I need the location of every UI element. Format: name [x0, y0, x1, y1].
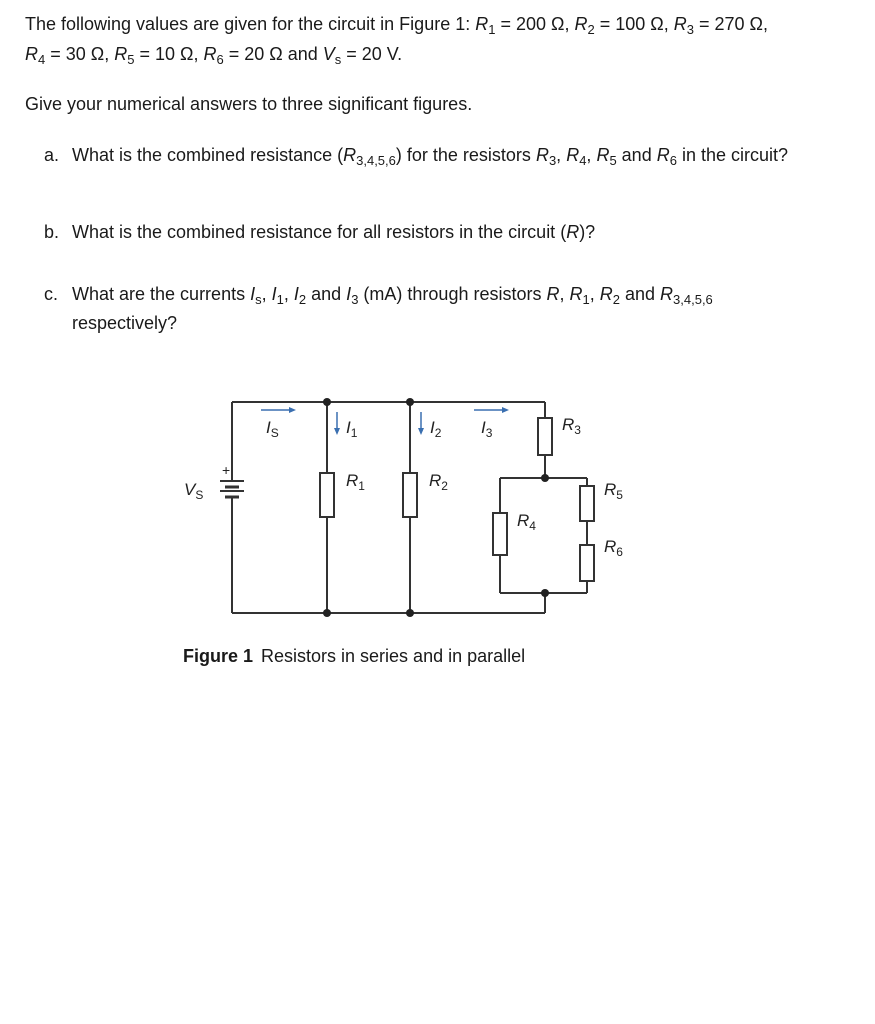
- junction-dot: [406, 609, 414, 617]
- label-r6: $R_6$: [604, 537, 623, 559]
- intro-paragraph: The following values are given for the circuit in Figure 1: $R_1 = 200$ Ω, $R_2 = 100$ Ω, $R_3 = 270$ Ω, $R_4 = 30$ Ω, $R_5 = 10$ Ω, $R_6 = 20$ Ω and $V_s = 20$ V.: [25, 14, 768, 67]
- figure-caption: [183, 644, 525, 668]
- label-i3: $I_3$: [481, 418, 493, 440]
- question-c: [44, 280, 824, 338]
- junction-dot: [323, 398, 331, 406]
- battery-plus-label: +: [222, 462, 231, 478]
- resistor-r6: [580, 545, 594, 581]
- resistor-r2: [403, 473, 417, 517]
- label-vs: $V_S$: [184, 480, 204, 502]
- resistor-r4: [493, 513, 507, 555]
- battery-symbol: [220, 481, 244, 497]
- label-r4: $R_4$: [517, 511, 536, 533]
- junction-dot: [541, 474, 549, 482]
- question-b-letter: b.: [44, 222, 60, 242]
- current-arrow-i2: [418, 412, 424, 435]
- junction-dot: [406, 398, 414, 406]
- label-i1: $I_1$: [346, 418, 358, 440]
- junction-dot: [323, 609, 331, 617]
- label-r1: $R_1$: [346, 471, 365, 493]
- label-r2: $R_2$: [429, 471, 448, 493]
- resistor-r3: [538, 418, 552, 455]
- label-i2: $I_2$: [430, 418, 442, 440]
- label-is: $I_S$: [266, 418, 279, 440]
- question-c-letter: c.: [44, 284, 59, 304]
- label-r5: $R_5$: [604, 480, 623, 502]
- circuit-diagram: [170, 385, 630, 625]
- label-r3: $R_3$: [562, 415, 581, 437]
- current-arrow-i3: [474, 407, 509, 413]
- current-arrow-is: [261, 407, 296, 413]
- question-a-text: What is the combined resistance $(R_{3,4,5,6})$ for the resistors $R_3$, $R_4$, $R_5$ and $R_6$ in the circuit?: [72, 145, 789, 168]
- figure-caption-label: Figure 1: [183, 646, 254, 666]
- question-a: [44, 141, 824, 170]
- question-c-text: What are the currents $I_s$, $I_1$, $I_2$ and $I_3$ (mA) through resistors R, $R_1$, $R_2$ and $R_{3,4,5,6}$ respectively?: [72, 284, 713, 333]
- resistor-r1: [320, 473, 334, 517]
- current-arrow-i1: [334, 412, 340, 435]
- question-b: [44, 218, 824, 247]
- resistor-r5: [580, 486, 594, 521]
- question-a-letter: a.: [44, 145, 60, 165]
- significant-figures-note: Give your numerical answers to three significant figures.: [25, 94, 473, 114]
- question-b-text: What is the combined resistance for all resistors in the circuit (R)?: [72, 222, 596, 242]
- figure-caption-text: Resistors in series and in parallel: [261, 646, 526, 666]
- junction-dot: [541, 589, 549, 597]
